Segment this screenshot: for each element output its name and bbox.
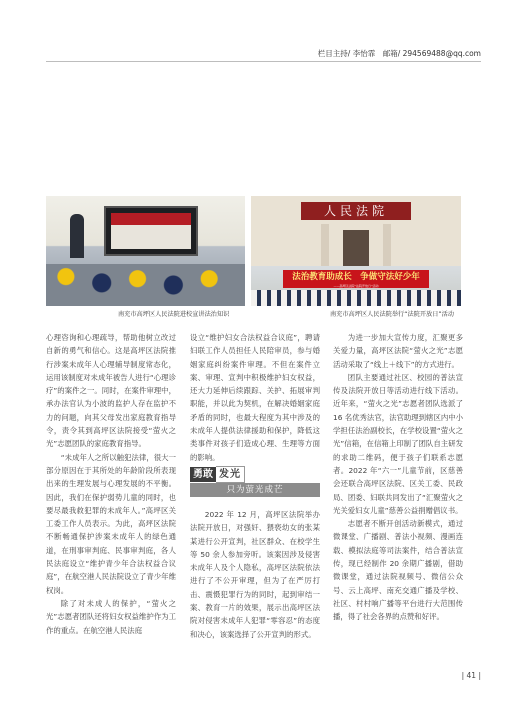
students-group bbox=[251, 290, 461, 306]
paragraph: 团队主要通过社区、校园的普法宣传及法院开放日等活动进行线下活动。近年来，“萤火之光”志愿者团队选派了 16 名优秀法官，法官助理到辖区内中小学担任法治副校长，在学校设置“萤火之光”信箱，在信箱上印制了团队自主研发的求助二维码，便于孩子们联系志愿者。2022 年“六一”儿童节前，区慈善会还联合高坪区法院、区关工委、民政局、团委、妇联共同发出了“汇聚萤火之光关爱妇女儿童”慈善公益捐赠倡议书。 bbox=[333, 372, 464, 515]
paragraph: 为进一步加大宣传力度，汇聚更多关爱力量，高坪区法院“萤火之光”志愿活动采取了“线上＋线下”的方式进行。 bbox=[333, 333, 463, 369]
projection-screen bbox=[104, 206, 198, 256]
photo-caption-left: 南充市高坪区人民法院进校宣讲法治知识 bbox=[118, 311, 230, 318]
section-tag-1: 勇敢 bbox=[190, 467, 216, 482]
photo-caption-right: 南充市高坪区人民法院举行“法院开放日”活动 bbox=[330, 311, 454, 318]
section-tag-2: 发光 bbox=[216, 466, 245, 483]
presenter-figure bbox=[70, 214, 84, 258]
photo-court-open-day bbox=[251, 196, 461, 306]
paragraph: 2022 年 12 月，高坪区法院举办法院开放日，对强奸、猥亵幼女的张某某进行公开宣判，社区群众、在校学生等 50 余人参加旁听。该案因涉及侵害未成年人及个人隐私，高坪区法院依法进行了不公开审理，但为了在严厉打击、震慑犯罪行为的同时，起到审结一案、教育一片的效果，展示出高坪区法院对侵害未成年人犯罪“零容忍”的态度和决心，该案选择了公开宣判的形式。 bbox=[190, 509, 320, 639]
page-number: | 41 | bbox=[461, 671, 481, 680]
paragraph: 设立“维护妇女合法权益合议庭”，聘请妇联工作人员担任人民陪审员，参与婚姻家庭纠纷案件审理。不但在案件立案、审理、宣判中积极维护妇女权益，还大力延伸后续跟踪、关护、拓展审判职能，并以此为契机，在解决婚姻家庭矛盾的同时，也最大程度为其中涉及的未成年人提供法律援助和保护，降低这类事件对孩子们造成心理、生理等方面的影响。 bbox=[190, 333, 320, 462]
court-building bbox=[251, 196, 461, 266]
text-column-2 bbox=[190, 331, 320, 641]
court-sign: 人民法院 bbox=[301, 202, 411, 220]
section-title: 只为萤光成芒 bbox=[190, 483, 320, 497]
section-heading bbox=[190, 466, 320, 504]
event-banner-sub: ——高坪区法院“法院开放日”活动 bbox=[333, 284, 379, 288]
text-column-3 bbox=[333, 331, 463, 624]
header-divider bbox=[46, 61, 481, 62]
paragraph: “未成年人之所以触犯法律，很大一部分原因在于其所处的年龄阶段所表现出来的生理发展与心理发展的不平衡。因此，我们在保护弱势儿童的同时，也要尽最我救犯罪的未成年人。”高坪区关工委工作人员表示。为此，高坪区法院不断畅通保护涉案未成年人的绿色通道，在刑事审判庭、民事审判庭，各人民法庭设立“维护青少年合法权益合议庭”，在航空港人民法院设立了青少年维权岗。 bbox=[46, 452, 176, 595]
students-crowd bbox=[46, 264, 245, 306]
paragraph: 除了对未成人的保护，“萤火之光”志愿者团队还将妇女权益维护作为工作的重点。在航空港人民法庭 bbox=[46, 598, 176, 635]
court-door bbox=[343, 230, 369, 266]
paragraph: 志愿者不断开创活动新模式，通过微课堂、广播剧、普法小视频、漫画连载、模拟法庭等司法案件，结合普法宣传，现已经制作 20 余期广播剧，借助微课堂，通过法院视频号、微信公众号、云上高坪、南充交通广播及学校、社区、村村响广播等平台进行大范围传播，得了社会各界的点赞和好评。 bbox=[333, 519, 463, 622]
event-banner: 法治教育助成长 争做守法好少年 bbox=[283, 270, 429, 288]
photo-school-lecture bbox=[46, 196, 245, 306]
text-column-1 bbox=[46, 331, 176, 637]
column-header: 栏目主持/ 李怡霏 邮箱/ 294569488@qq.com bbox=[317, 49, 481, 58]
paragraph: 心理咨询和心理疏导，帮助他树立改过自新的勇气和信心。这是高坪区法院推行涉案未成年人心理辅导制度常态化，运用该制度对未成年被告人进行“心理诊疗”的案件之一。同时，在案件审理中，承办法官认为小波的监护人存在监护不力的问题，向其父母发出家庭教育指导令，责令其到高坪区法院接受“萤火之光”志愿团队的家庭教育指导。 bbox=[46, 333, 176, 449]
